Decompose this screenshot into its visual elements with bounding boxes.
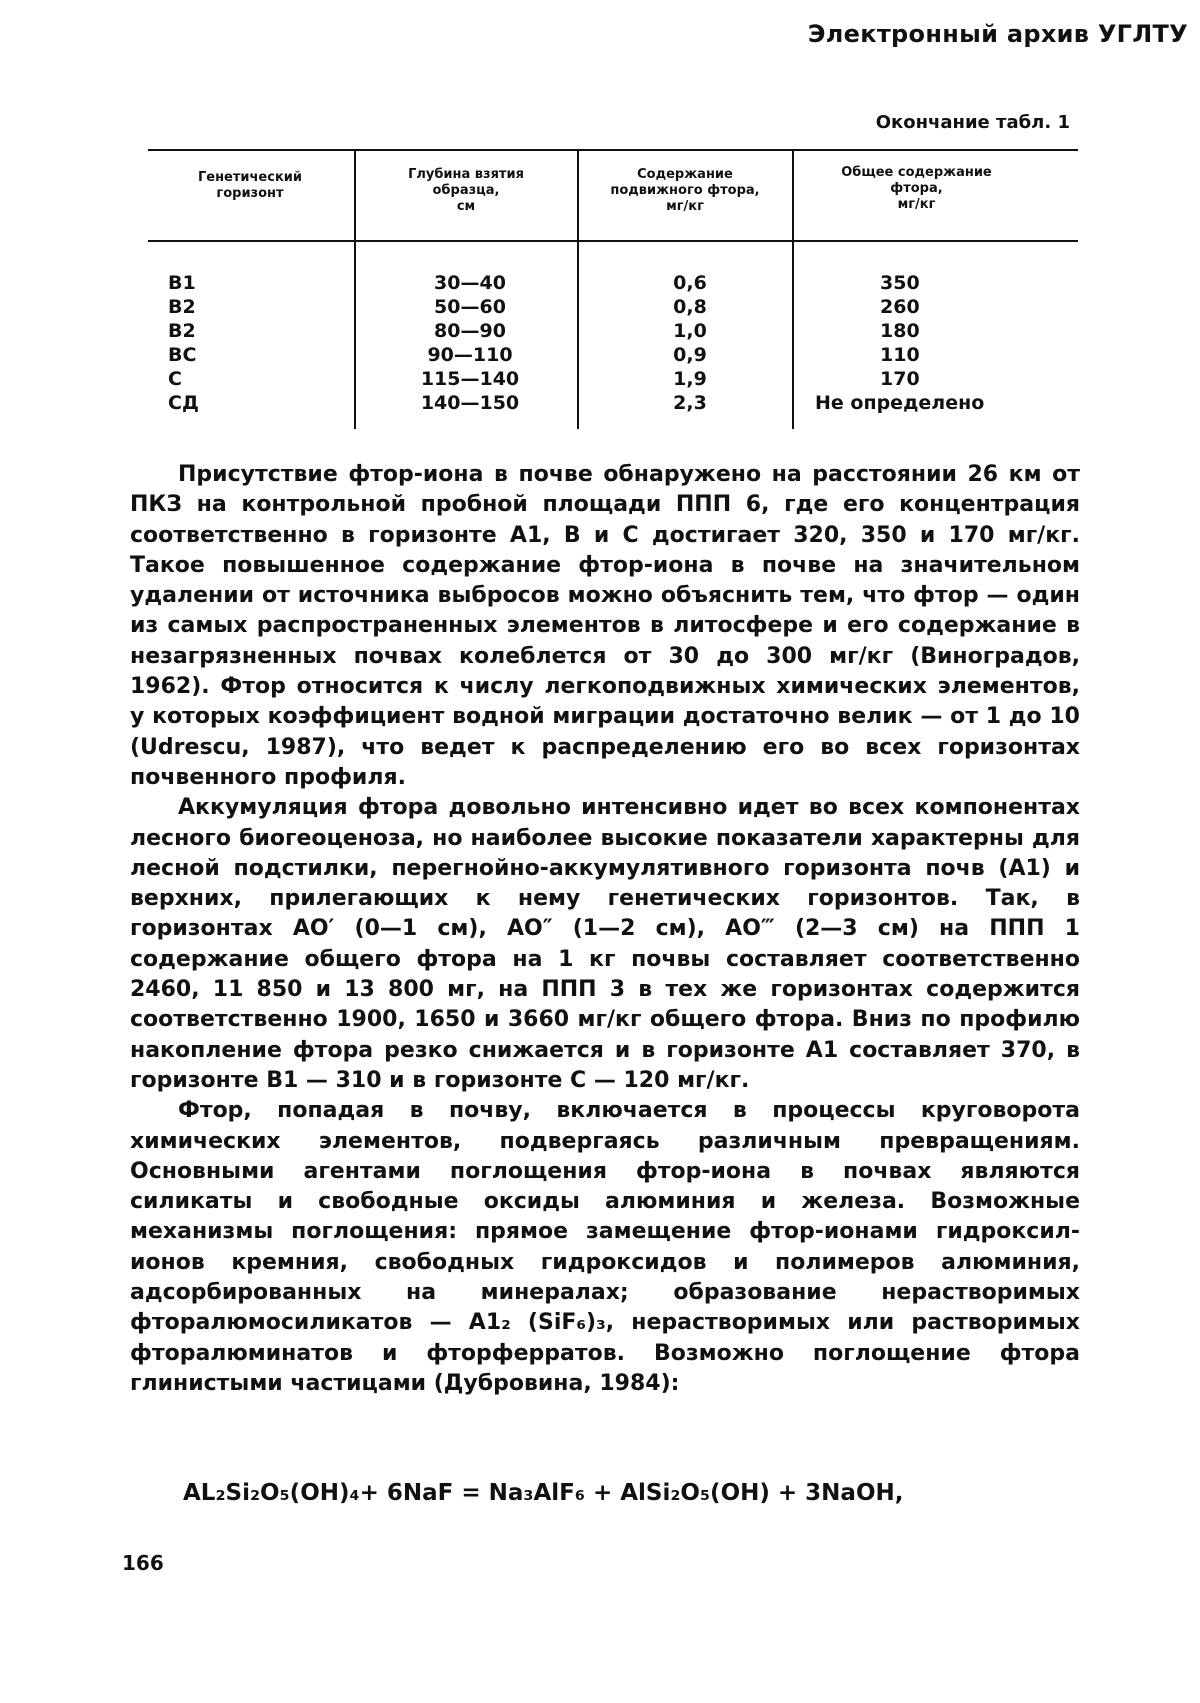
table-cell: BC [168, 343, 199, 367]
table-cell: 2,3 [650, 391, 730, 415]
table-cell: 50—60 [410, 295, 530, 319]
body-text [130, 460, 1080, 1399]
column-header-horizon: Генетический горизонт [150, 170, 350, 202]
depth-column [410, 271, 530, 415]
table-cell: 260 [815, 295, 995, 319]
horizon-column [168, 271, 199, 415]
table-cell: B2 [168, 295, 199, 319]
table-cell: 0,8 [650, 295, 730, 319]
table-cell: 140—150 [410, 391, 530, 415]
table-cell: Не определено [815, 391, 995, 415]
table-cell: B2 [168, 319, 199, 343]
table-cell: 0,6 [650, 271, 730, 295]
table-cell: 1,9 [650, 367, 730, 391]
table-caption: Окончание табл. 1 [876, 112, 1070, 133]
table-cell: 170 [815, 367, 995, 391]
table-cell: 80—90 [410, 319, 530, 343]
table-cell: 90—110 [410, 343, 530, 367]
total-fluorine-column [815, 271, 995, 415]
table-top-rule [148, 149, 1078, 151]
table-cell: СД [168, 391, 199, 415]
archive-header: Электронный архив УГЛТУ [808, 20, 1188, 48]
table-cell: 350 [815, 271, 995, 295]
column-header-total-fluorine: Общее содержание фтора, мг/кг [794, 165, 1039, 213]
chemical-formula: AL₂Si₂O₅(OH)₄+ 6NaF = Na₃AlF₆ + AlSi₂O₅(OH) + 3NaOH, [183, 1480, 903, 1506]
table-cell: C [168, 367, 199, 391]
table-header-rule [148, 240, 1078, 242]
mobile-fluorine-column [650, 271, 730, 415]
column-header-mobile-fluorine: Содержание подвижного фтора, мг/кг [579, 167, 791, 215]
table-cell: 0,9 [650, 343, 730, 367]
paragraph: Присутствие фтор-иона в почве обнаружено на расстоянии 26 км от ПКЗ на контрольной пробной площади ППП 6, где его концентрация соответственно в горизонте А1, В и С достигает 320, 350 и 170 мг/кг. Такое повышенное содержание фтор-иона в почве на значительном удалении от источника выбросов можно объяснить тем, что фтор — один из самых распространенных элементов в литосфере и его содержание в незагрязненных почвах колеблется от 30 до 300 мг/кг (Виноградов, 1962). Фтор относится к числу легкоподвижных химических элементов, у которых коэффициент водной миграции достаточно велик — от 1 до 10 (Udrescu, 1987), что ведет к распределению его во всех горизонтах почвенного профиля. [130, 460, 1080, 793]
page-number: 166 [122, 1551, 164, 1575]
table-cell: 115—140 [410, 367, 530, 391]
table-cell: 30—40 [410, 271, 530, 295]
column-header-depth: Глубина взятия образца, см [356, 167, 576, 215]
table-cell: 180 [815, 319, 995, 343]
paragraph: Аккумуляция фтора довольно интенсивно идет во всех компонентах лесного биогеоценоза, но наиболее высокие показатели характерны для лесной подстилки, перегнойно-аккумулятивного горизонта почв (А1) и верхних, прилегающих к нему генетических горизонтов. Так, в горизонтах АО′ (0—1 см), АО″ (1—2 см), АО‴ (2—3 см) на ППП 1 содержание общего фтора на 1 кг почвы составляет соответственно 2460, 11 850 и 13 800 мг, на ППП 3 в тех же горизонтах содержится соответственно 1900, 1650 и 3660 мг/кг общего фтора. Вниз по профилю накопление фтора резко снижается и в горизонте А1 составляет 370, в горизонте В1 — 310 и в горизонте С — 120 мг/кг. [130, 793, 1080, 1096]
paragraph: Фтор, попадая в почву, включается в процессы круговорота химических элементов, подвергаясь различным превращениям. Основными агентами поглощения фтор-иона в почвах являются силикаты и свободные оксиды алюминия и железа. Возможные механизмы поглощения: прямое замещение фтор-ионами гидроксил-ионов кремния, свободных гидроксидов и полимеров алюминия, адсорбированных на минералах; образование нерастворимых фторалюмосиликатов — А1₂ (SiF₆)₃, нерастворимых или растворимых фторалюминатов и фторферратов. Возможно поглощение фтора глинистыми частицами (Дубровина, 1984): [130, 1096, 1080, 1399]
table-cell: 1,0 [650, 319, 730, 343]
table-cell: B1 [168, 271, 199, 295]
table-cell: 110 [815, 343, 995, 367]
